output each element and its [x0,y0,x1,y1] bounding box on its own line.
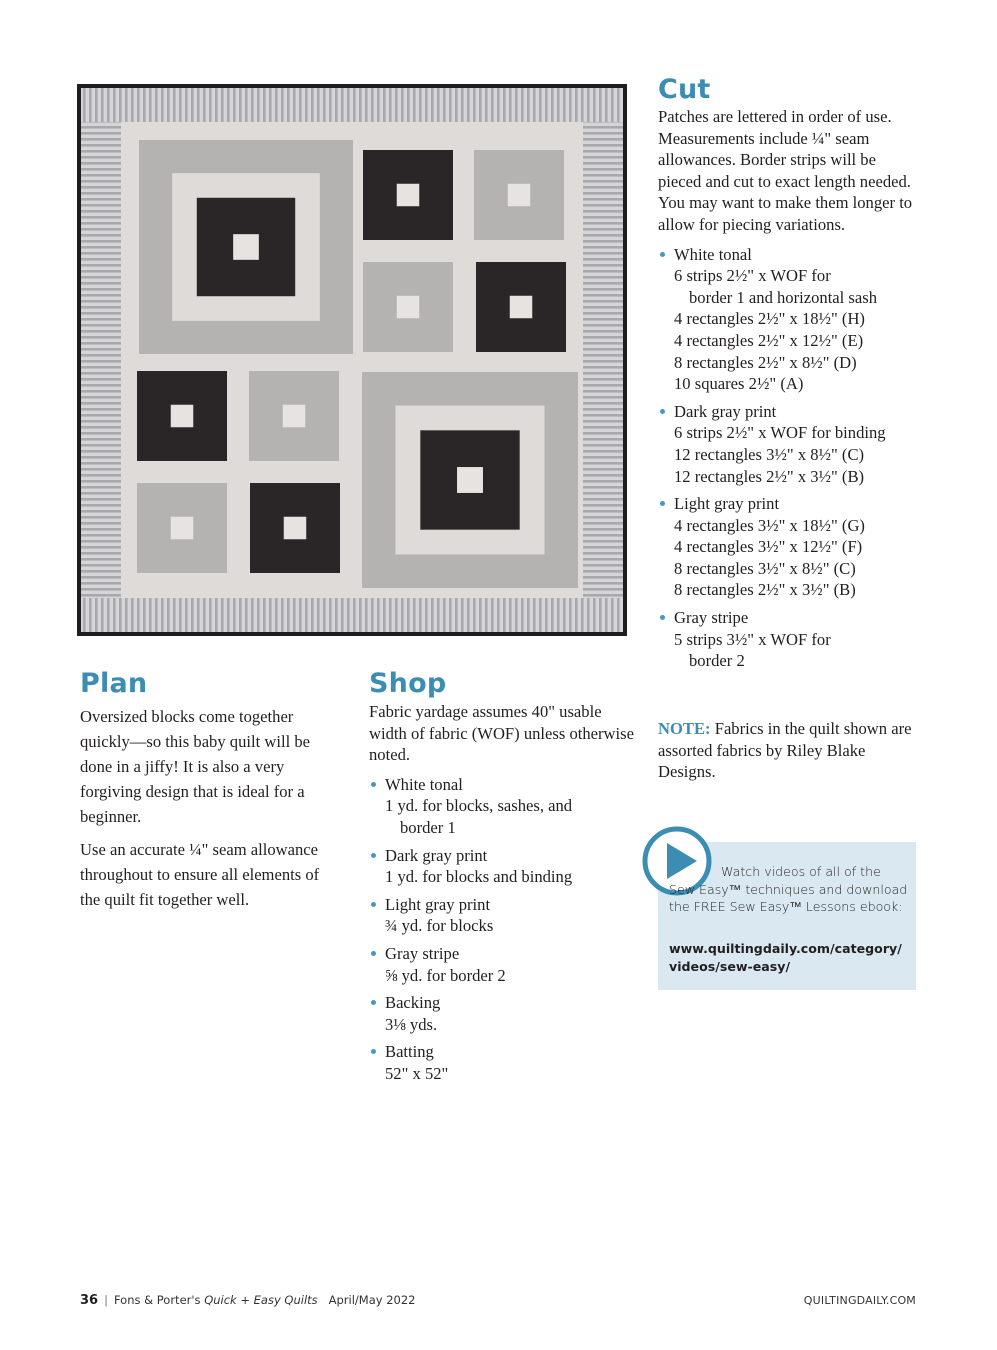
shop-item-line: 52" x 52" [385,1063,449,1083]
issue-date: April/May 2022 [328,1293,416,1307]
block-center-square [457,467,483,493]
cut-item-line: border 1 and horizontal sash [689,287,878,307]
shop-item-title: Batting [385,1042,434,1062]
stripe-border-right [583,122,623,598]
block-center-square [171,405,194,428]
cut-item [658,607,923,672]
magazine-prefix: Fons & Porter's [113,1293,205,1307]
shop-body [369,701,634,1091]
cut-item-line: 8 rectangles 2½" x 3½" (B) [674,580,856,600]
shop-item [369,894,634,937]
shop-item [369,845,634,888]
note-text: Fabrics in the quilt shown are assorted fabrics by Riley Blake Designs. [658,719,912,782]
video-callout-text [669,863,909,916]
footer-left [80,1293,415,1308]
cut-item-line: 8 rectangles 3½" x 8½" (C) [674,558,856,578]
video-text-line1: Watch videos of all of the [721,864,881,879]
shop-intro: Fabric yardage assumes 40" usable width of fabric (WOF) unless otherwise noted. [369,702,634,765]
shop-item [369,992,634,1035]
plan-body [80,704,340,912]
cut-item-line: 12 rectangles 3½" x 8½" (C) [674,444,865,464]
cut-item-title: White tonal [674,244,752,264]
block-center-square [283,405,306,428]
footer-separator: | [104,1293,108,1307]
shop-item-title: Backing [385,993,441,1013]
page-number: 36 [80,1293,99,1308]
magazine-title: Quick + Easy Quilts [204,1293,318,1307]
block-center-square [284,517,307,540]
cut-item [658,493,923,601]
cut-item-line: 4 rectangles 2½" x 12½" (E) [674,330,864,350]
cut-item-title: Gray stripe [674,608,749,628]
cut-list [658,244,923,672]
shop-item-line: ⅝ yd. for border 2 [385,965,506,985]
video-text-line2: Sew Easy™ techniques and download the FREE Sew Easy™ Lessons ebook: [669,881,908,914]
shop-item [369,1041,634,1084]
cut-item-line: 8 rectangles 2½" x 8½" (D) [674,352,857,372]
shop-item-line: ¾ yd. for blocks [385,916,494,936]
cut-item-line: 6 strips 2½" x WOF for [674,266,831,286]
video-link[interactable] [669,940,909,975]
shop-item-title: Dark gray print [385,845,488,865]
shop-item-line: 1 yd. for blocks and binding [385,867,573,887]
cut-item [658,401,923,487]
block-center-square [233,234,259,260]
shop-item-line: border 1 [400,817,456,837]
cut-item-title: Light gray print [674,494,780,514]
plan-paragraph: Use an accurate ¼" seam allowance throughout to ensure all elements of the quilt fit together well. [80,840,320,909]
cut-item-line: 10 squares 2½" (A) [674,374,804,394]
note-label: NOTE: [658,719,711,738]
cut-item [658,244,923,395]
shop-list [369,774,634,1085]
cut-item-line: 4 rectangles 3½" x 18½" (G) [674,515,865,535]
cut-item-line: 4 rectangles 2½" x 18½" (H) [674,309,865,329]
cut-intro: Patches are lettered in order of use. Measurements include ¼" seam allowances. Border strips will be pieced and cut to exact length needed. You may want to make them longer to allow for piecing variations. [658,107,913,234]
block-center-square [171,517,194,540]
cut-item-line: border 2 [689,651,745,671]
fabric-note [658,718,923,783]
cut-item-line: 4 rectangles 3½" x 12½" (F) [674,537,863,557]
shop-item [369,774,634,839]
quilt-photo [77,84,627,636]
footer-site[interactable]: QUILTINGDAILY.COM [803,1294,916,1307]
block-center-square [508,184,531,207]
shop-item-line: 1 yd. for blocks, sashes, and [385,796,573,816]
block-center-square [397,184,420,207]
shop-item-line: 3⅛ yds. [385,1014,438,1034]
cut-item-line: 5 strips 3½" x WOF for [674,629,831,649]
plan-heading: Plan [80,668,148,699]
shop-heading: Shop [369,668,447,699]
shop-item-title: Light gray print [385,894,491,914]
shop-item [369,943,634,986]
video-link-line2[interactable]: videos/sew-easy/ [669,958,791,974]
video-link-line1[interactable]: www.quiltingdaily.com/category/ [669,941,902,956]
cut-item-line: 6 strips 2½" x WOF for binding [674,423,886,443]
cut-item-line: 12 rectangles 2½" x 3½" (B) [674,466,865,486]
cut-item-title: Dark gray print [674,401,777,421]
shop-item-title: White tonal [385,774,463,794]
stripe-border-left [81,122,121,598]
block-center-square [510,296,533,319]
plan-paragraph: Oversized blocks come together quickly—so this baby quilt will be done in a jiffy! It is also a very forgiving design that is ideal for a beginner. [80,707,310,826]
block-center-square [397,296,420,319]
cut-body [658,106,923,678]
cut-heading: Cut [658,74,711,105]
shop-item-title: Gray stripe [385,943,460,963]
quilt-illustration [77,84,627,636]
